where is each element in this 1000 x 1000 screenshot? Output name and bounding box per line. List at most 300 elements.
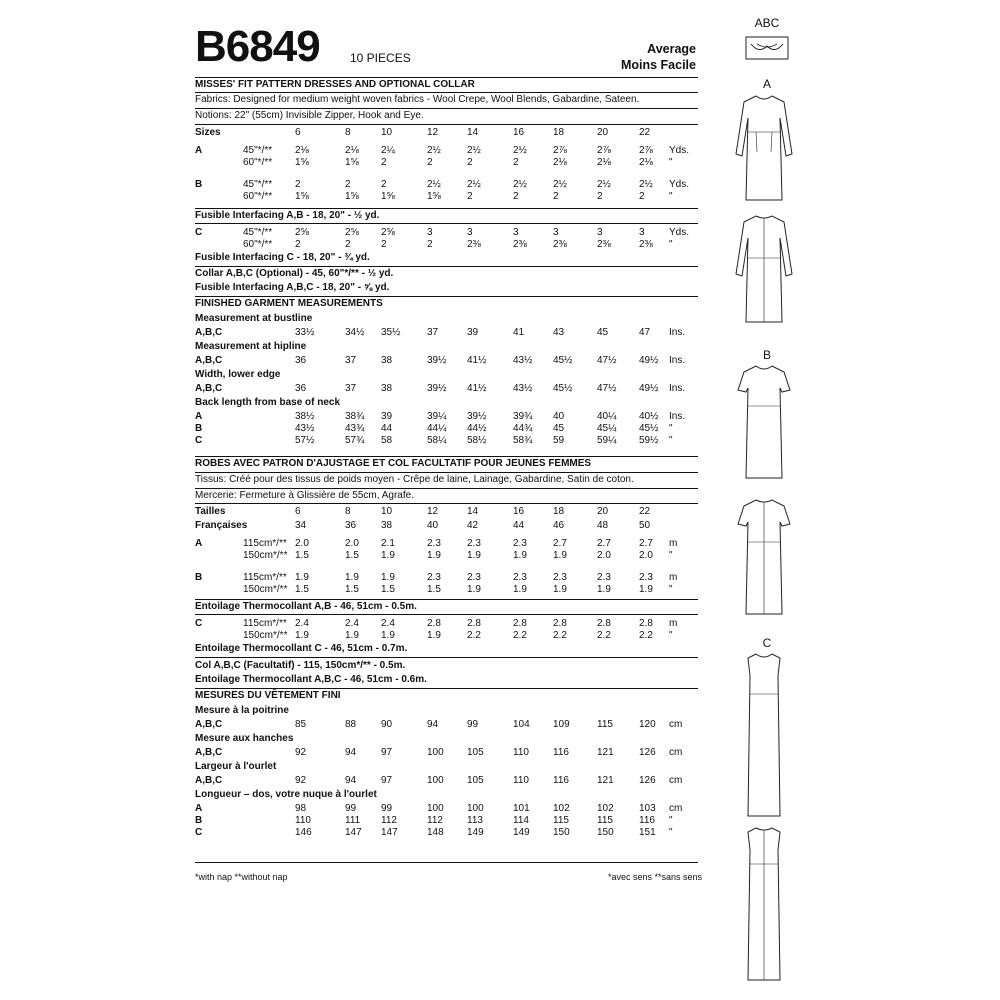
table-cell: 110	[513, 775, 529, 786]
table-cell: 45	[597, 327, 609, 338]
table-cell: 116	[553, 747, 569, 758]
table-cell: 99	[345, 803, 357, 814]
table-cell: 2.2	[467, 630, 481, 641]
table-cell: 1.9	[467, 584, 481, 595]
table-cell: 2.8	[513, 618, 527, 629]
rule	[195, 472, 698, 473]
row-view-label: A,B,C	[195, 775, 223, 786]
table-cell: 44½	[467, 423, 487, 434]
size-header: 38	[381, 520, 393, 531]
table-cell: 97	[381, 747, 393, 758]
table-cell: 109	[553, 719, 570, 730]
table-cell: 2⅝	[381, 227, 395, 238]
row-view-label: A	[195, 145, 203, 156]
size-header: 14	[467, 127, 479, 138]
size-header: 12	[427, 127, 439, 138]
table-cell: 100	[427, 775, 444, 786]
table-cell: 114	[513, 815, 529, 826]
table-cell: 1.9	[381, 630, 395, 641]
pattern-number: B6849	[195, 22, 320, 71]
rule	[195, 657, 698, 658]
fabric-width: 150cm*/**	[243, 550, 288, 561]
table-cell: 58¾	[513, 435, 533, 446]
view-a-front-sketch	[726, 92, 802, 204]
size-header: 18	[553, 506, 565, 517]
table-cell: 2	[553, 191, 559, 202]
row-view-label: A	[195, 803, 203, 814]
table-cell: 2.3	[467, 538, 481, 549]
table-cell: 2⅞	[597, 145, 611, 156]
unit-label: m	[669, 572, 678, 583]
table-cell: 97	[381, 775, 393, 786]
table-cell: 44¼	[427, 423, 447, 434]
table-cell: 45½	[553, 383, 573, 394]
table-cell: 2¼	[381, 145, 395, 156]
table-cell: 45	[553, 423, 565, 434]
table-cell: 58¼	[427, 435, 447, 446]
row-view-label: B	[195, 815, 203, 826]
size-header: 16	[513, 127, 525, 138]
table-cell: 1.5	[345, 550, 359, 561]
entoilage-c: Entoilage Thermocollant C - 46, 51cm - 0.7m.	[195, 643, 408, 654]
fabrics-text: Fabrics: Designed for medium weight woven fabrics - Wool Crepe, Wool Blends, Gabardine, Sateen.	[195, 94, 640, 105]
table-cell: 1.9	[381, 550, 395, 561]
table-cell: 2⅞	[553, 145, 567, 156]
table-cell: 43½	[513, 383, 533, 394]
table-cell: 90	[381, 719, 393, 730]
english-yardage-table	[195, 126, 697, 208]
table-cell: 115	[553, 815, 569, 826]
rule	[195, 862, 698, 863]
table-cell: 1.9	[345, 630, 359, 641]
row-view-label: A	[195, 411, 203, 422]
table-cell: 37	[345, 355, 357, 366]
unit-label: "	[669, 239, 673, 250]
row-view-label: C	[195, 618, 203, 629]
size-header: 34	[295, 520, 307, 531]
table-cell: 2	[295, 179, 301, 190]
table-cell: 44	[381, 423, 393, 434]
table-cell: 59	[553, 435, 565, 446]
row-view-label: C	[195, 435, 203, 446]
table-cell: 39	[467, 327, 479, 338]
table-cell: 2	[381, 157, 387, 168]
view-a-back-sketch	[726, 212, 802, 328]
table-cell: 2.8	[553, 618, 567, 629]
table-cell: 2	[345, 179, 351, 190]
table-cell: 2½	[513, 179, 527, 190]
measurement-label: Largeur à l'ourlet	[195, 761, 277, 772]
measurement-label: Longueur – dos, votre nuque à l'ourlet	[195, 789, 377, 800]
table-cell: 2⅜	[639, 239, 653, 250]
table-cell: 146	[295, 827, 312, 838]
view-b-back-sketch	[726, 496, 802, 618]
table-cell: 2	[467, 191, 473, 202]
collar-sketch	[745, 36, 789, 62]
unit-label: "	[669, 423, 673, 434]
fabric-width: 150cm*/**	[243, 584, 288, 595]
size-header: 48	[597, 520, 609, 531]
unit-label: "	[669, 550, 673, 561]
interfacing-abc: Fusible Interfacing A,B,C - 18, 20" - ⅝ yd.	[195, 282, 390, 293]
table-cell: 41½	[467, 355, 487, 366]
rule	[195, 124, 698, 125]
table-cell: 2.4	[295, 618, 309, 629]
table-cell: 105	[467, 775, 484, 786]
table-cell: 1.9	[427, 550, 441, 561]
table-cell: 2½	[467, 179, 481, 190]
table-cell: 43½	[513, 355, 533, 366]
table-cell: 43½	[295, 423, 315, 434]
size-header: 20	[597, 127, 609, 138]
measurement-label: Measurement at hipline	[195, 341, 307, 352]
rule	[195, 92, 698, 93]
table-cell: 120	[639, 719, 656, 730]
table-cell: 1⅝	[345, 157, 359, 168]
table-cell: 57½	[295, 435, 315, 446]
table-cell: 43¾	[345, 423, 365, 434]
unit-label: cm	[669, 775, 683, 786]
unit-label: cm	[669, 803, 683, 814]
table-cell: 2⅛	[597, 157, 611, 168]
table-cell: 2	[381, 239, 387, 250]
unit-label: Ins.	[669, 355, 686, 366]
table-cell: 2.7	[553, 538, 567, 549]
size-header: 20	[597, 506, 609, 517]
table-cell: 36	[295, 355, 307, 366]
table-cell: 2⅛	[553, 157, 567, 168]
table-cell: 38	[381, 383, 393, 394]
table-cell: 102	[553, 803, 570, 814]
size-header: 42	[467, 520, 479, 531]
table-cell: 2.0	[345, 538, 359, 549]
table-cell: 39½	[427, 355, 447, 366]
table-cell: 1.9	[381, 572, 395, 583]
table-cell: 39½	[467, 411, 487, 422]
table-cell: 110	[513, 747, 529, 758]
rule	[195, 488, 698, 489]
table-cell: 2⅜	[467, 239, 481, 250]
rule	[195, 296, 698, 297]
table-cell: 2.2	[553, 630, 567, 641]
table-cell: 47	[639, 327, 651, 338]
mercerie-text: Mercerie: Fermeture à Glissière de 55cm, Agrafe.	[195, 490, 414, 501]
measurement-label: Back length from base of neck	[195, 397, 341, 408]
table-cell: 112	[427, 815, 443, 826]
table-cell: 1.9	[639, 584, 653, 595]
interfacing-c: Fusible Interfacing C - 18, 20" - ¾ yd.	[195, 252, 370, 263]
table-cell: 1.9	[553, 584, 567, 595]
unit-label: "	[669, 827, 673, 838]
table-cell: 2.3	[513, 572, 527, 583]
table-cell: 148	[427, 827, 444, 838]
table-cell: 102	[597, 803, 614, 814]
french-title: ROBES AVEC PATRON D'AJUSTAGE ET COL FACULTATIF POUR JEUNES FEMMES	[195, 458, 592, 469]
table-cell: 2½	[639, 179, 653, 190]
sketch-label-b: B	[762, 348, 771, 362]
table-cell: 85	[295, 719, 307, 730]
table-cell: 2.3	[427, 572, 441, 583]
table-cell: 100	[427, 803, 444, 814]
unit-label: cm	[669, 747, 683, 758]
row-view-label: C	[195, 227, 203, 238]
size-header: 8	[345, 127, 351, 138]
table-cell: 34½	[345, 327, 365, 338]
table-cell: 149	[467, 827, 484, 838]
table-cell: 116	[553, 775, 569, 786]
measurement-label: Measurement at bustline	[195, 313, 313, 324]
difficulty-level-fr: Moins Facile	[620, 58, 696, 72]
footnote-fr: *avec sens **sans sens	[608, 872, 703, 882]
table-cell: 47½	[597, 383, 617, 394]
table-cell: 1⅝	[427, 191, 441, 202]
table-cell: 2.2	[639, 630, 653, 641]
table-cell: 1.5	[295, 550, 309, 561]
table-cell: 2⅝	[345, 227, 359, 238]
table-cell: 2	[597, 191, 603, 202]
table-cell: 41	[513, 327, 525, 338]
unit-label: m	[669, 538, 678, 549]
unit-label: Ins.	[669, 411, 686, 422]
fabric-width: 45"*/**	[243, 227, 273, 238]
table-cell: 115	[597, 719, 613, 730]
table-cell: 99	[467, 719, 479, 730]
table-cell: 37	[427, 327, 439, 338]
table-cell: 150	[597, 827, 614, 838]
english-measurements	[195, 312, 697, 454]
table-cell: 40	[553, 411, 565, 422]
table-cell: 2⅜	[597, 239, 611, 250]
table-cell: 3	[467, 227, 473, 238]
table-cell: 2	[345, 239, 351, 250]
row-view-label: C	[195, 827, 203, 838]
rule	[195, 208, 698, 209]
row-view-label: B	[195, 423, 203, 434]
measurement-label: Width, lower edge	[195, 369, 281, 380]
table-cell: 94	[345, 747, 357, 758]
row-view-label: B	[195, 179, 203, 190]
size-header: 50	[639, 520, 651, 531]
measurement-label: Mesure aux hanches	[195, 733, 294, 744]
table-cell: 110	[295, 815, 311, 826]
table-cell: 103	[639, 803, 656, 814]
row-view-label: A,B,C	[195, 327, 223, 338]
tissus-text: Tissus: Créé pour des tissus de poids moyen - Crêpe de laine, Lainage, Gabardine, Satin de coton.	[195, 474, 634, 485]
english-yardage-c	[195, 224, 697, 252]
measurement-label: Mesure à la poitrine	[195, 705, 289, 716]
table-cell: 1.9	[345, 572, 359, 583]
table-cell: 2⅛	[639, 157, 653, 168]
collar-text: Collar A,B,C (Optional) - 45, 60"*/** - ½ yd.	[195, 268, 394, 279]
table-cell: 2.4	[345, 618, 359, 629]
table-cell: 2.3	[427, 538, 441, 549]
table-cell: 2⅞	[639, 145, 653, 156]
row-view-label: A,B,C	[195, 747, 223, 758]
table-cell: 45½	[553, 355, 573, 366]
rule	[195, 77, 698, 78]
table-cell: 2½	[427, 145, 441, 156]
size-header: 10	[381, 506, 393, 517]
table-cell: 105	[467, 747, 484, 758]
table-cell: 36	[295, 383, 307, 394]
table-cell: 1.5	[295, 584, 309, 595]
row-view-label: A	[195, 538, 203, 549]
table-cell: 58	[381, 435, 393, 446]
size-header: 44	[513, 520, 525, 531]
table-cell: 2	[513, 191, 519, 202]
table-cell: 2	[427, 239, 433, 250]
table-cell: 38¾	[345, 411, 365, 422]
table-cell: 115	[597, 815, 613, 826]
table-cell: 2.3	[467, 572, 481, 583]
table-cell: 100	[467, 803, 484, 814]
fabric-width: 115cm*/**	[243, 572, 287, 583]
table-cell: 116	[639, 815, 655, 826]
size-header: 14	[467, 506, 479, 517]
col-text: Col A,B,C (Facultatif) - 115, 150cm*/** - 0.5m.	[195, 660, 406, 671]
rule	[195, 688, 698, 689]
table-cell: 98	[295, 803, 307, 814]
table-cell: 2.3	[639, 572, 653, 583]
table-cell: 101	[513, 803, 530, 814]
size-header: 46	[553, 520, 565, 531]
table-cell: 121	[597, 775, 614, 786]
fabric-width: 60"*/**	[243, 239, 273, 250]
table-cell: 39	[381, 411, 393, 422]
row-view-label: A,B,C	[195, 383, 223, 394]
table-cell: 3	[427, 227, 433, 238]
view-b-front-sketch	[726, 362, 802, 482]
table-cell: 126	[639, 775, 656, 786]
finished-title: FINISHED GARMENT MEASUREMENTS	[195, 298, 383, 309]
unit-label: Yds.	[669, 227, 690, 238]
table-cell: 2.4	[381, 618, 395, 629]
unit-label: "	[669, 815, 673, 826]
table-cell: 2⅛	[345, 145, 359, 156]
table-cell: 2	[381, 179, 387, 190]
table-cell: 1⅝	[345, 191, 359, 202]
size-header: 16	[513, 506, 525, 517]
table-cell: 1.9	[427, 630, 441, 641]
table-cell: 2.8	[467, 618, 481, 629]
table-cell: 41½	[467, 383, 487, 394]
table-cell: 39¾	[513, 411, 533, 422]
table-cell: 2⅝	[295, 227, 309, 238]
rule	[195, 503, 698, 504]
table-cell: 49½	[639, 383, 659, 394]
table-cell: 1.5	[381, 584, 395, 595]
size-header: 22	[639, 127, 651, 138]
sizes-label: Sizes	[195, 127, 221, 138]
difficulty-level-en: Average	[647, 42, 696, 56]
table-cell: 2.8	[597, 618, 611, 629]
table-cell: 113	[467, 815, 483, 826]
table-cell: 1.9	[597, 584, 611, 595]
table-cell: 3	[597, 227, 603, 238]
table-cell: 104	[513, 719, 530, 730]
rule	[195, 266, 698, 267]
view-c-back-sketch	[726, 824, 802, 984]
table-cell: 126	[639, 747, 656, 758]
table-cell: 100	[427, 747, 444, 758]
table-cell: 94	[427, 719, 439, 730]
fabric-width: 45"*/**	[243, 179, 273, 190]
unit-label: Yds.	[669, 145, 690, 156]
table-cell: 2	[639, 191, 645, 202]
table-cell: 2.3	[553, 572, 567, 583]
table-cell: 40¼	[597, 411, 617, 422]
table-cell: 47½	[597, 355, 617, 366]
table-cell: 2.0	[295, 538, 309, 549]
table-cell: 39½	[427, 383, 447, 394]
unit-label: "	[669, 191, 673, 202]
french-yardage-table	[195, 505, 697, 597]
table-cell: 2	[467, 157, 473, 168]
table-cell: 2½	[467, 145, 481, 156]
table-cell: 94	[345, 775, 357, 786]
unit-label: "	[669, 630, 673, 641]
piece-count: 10 PIECES	[350, 51, 411, 65]
table-cell: 112	[381, 815, 397, 826]
table-cell: 1.9	[553, 550, 567, 561]
size-header: 18	[553, 127, 565, 138]
unit-label: "	[669, 157, 673, 168]
table-cell: 2½	[553, 179, 567, 190]
table-cell: 1.9	[513, 550, 527, 561]
table-cell: 59½	[639, 435, 659, 446]
unit-label: "	[669, 435, 673, 446]
table-cell: 2	[295, 239, 301, 250]
table-cell: 2⅜	[553, 239, 567, 250]
table-cell: 2.8	[639, 618, 653, 629]
fabric-width: 60"*/**	[243, 191, 273, 202]
fabric-width: 150cm*/**	[243, 630, 288, 641]
table-cell: 2⅛	[295, 145, 309, 156]
table-cell: 33½	[295, 327, 315, 338]
view-c-front-sketch	[726, 650, 802, 820]
table-cell: 38½	[295, 411, 315, 422]
table-cell: 1⅝	[295, 191, 309, 202]
mesures-title: MESURES DU VÊTEMENT FINI	[195, 690, 341, 701]
unit-label: cm	[669, 719, 683, 730]
table-cell: 88	[345, 719, 357, 730]
french-yardage-c	[195, 615, 697, 643]
table-cell: 2.7	[639, 538, 653, 549]
entoilage-ab: Entoilage Thermocollant A,B - 46, 51cm - 0.5m.	[195, 601, 417, 612]
size-header: 40	[427, 520, 439, 531]
unit-label: Yds.	[669, 179, 690, 190]
fabric-width: 115cm*/**	[243, 538, 287, 549]
table-cell: 1.5	[427, 584, 441, 595]
table-cell: 2½	[427, 179, 441, 190]
table-cell: 2⅜	[513, 239, 527, 250]
table-cell: 2½	[513, 145, 527, 156]
table-cell: 2.2	[513, 630, 527, 641]
table-cell: 49½	[639, 355, 659, 366]
table-cell: 1⅝	[295, 157, 309, 168]
sketch-label-c: C	[762, 636, 772, 650]
table-cell: 2.2	[597, 630, 611, 641]
table-cell: 35½	[381, 327, 401, 338]
size-header: 8	[345, 506, 351, 517]
table-cell: 2.0	[639, 550, 653, 561]
fabric-width: 60"*/**	[243, 157, 273, 168]
footnote-en: *with nap **without nap	[195, 872, 288, 882]
row-view-label: A,B,C	[195, 719, 223, 730]
table-cell: 147	[381, 827, 398, 838]
table-cell: 38	[381, 355, 393, 366]
sketch-label-a: A	[762, 77, 771, 91]
